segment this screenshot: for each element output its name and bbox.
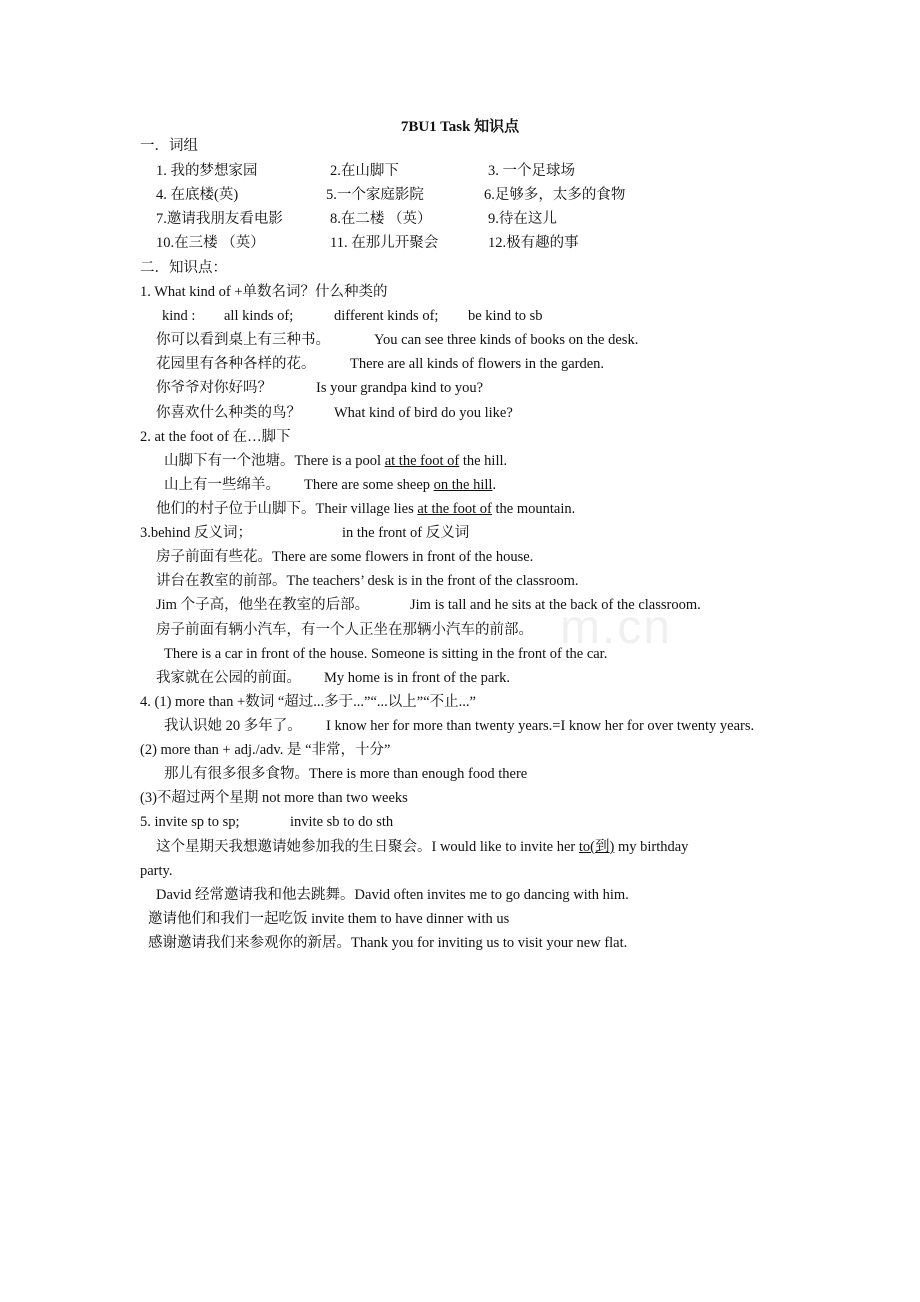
kp2-ex1 xyxy=(164,451,507,471)
kp2-ex2-cn: 山上有一些绵羊。 xyxy=(164,477,280,493)
kp3-ex4-cn: 房子前面有辆小汽车，有一个人正坐在那辆小汽车的前部。 xyxy=(156,622,533,638)
kp5-ex1-a: 这个星期天我想邀请她参加我的生日聚会。I would like to invite her xyxy=(156,839,579,855)
phrase-10: 10.在三楼 （英） xyxy=(156,235,265,251)
kp2-ex1-en-b: the hill. xyxy=(459,453,508,469)
phrase-2: 2.在山脚下 xyxy=(330,163,399,179)
kp4-heading: 4. (1) more than +数词 “超过...多于...”“...以上”“不止...” xyxy=(140,694,476,710)
phrase-7: 7.邀请我朋友看电影 xyxy=(156,211,283,227)
section1-heading: 一．词组 xyxy=(140,138,198,154)
page-title: 7BU1 Task 知识点 xyxy=(400,119,520,135)
phrase-4: 4. 在底楼(英) xyxy=(156,187,239,203)
kp3-heading-b: in the front of 反义词 xyxy=(342,525,470,541)
phrase-1: 1. 我的梦想家园 xyxy=(156,163,258,179)
kp1-ex4-cn: 你喜欢什么种类的鸟？ xyxy=(156,405,301,421)
kp2-ex2-underline: on the hill xyxy=(433,477,493,493)
kp5-ex4: 感谢邀请我们来参观你的新居。Thank you for inviting us to visit your new flat. xyxy=(148,935,628,951)
phrase-8: 8.在二楼 （英） xyxy=(330,211,432,227)
kp3-ex1: 房子前面有些花。There are some flowers in front of the house. xyxy=(156,549,534,565)
kp5-ex1-underline: to(到) xyxy=(578,839,615,855)
kp1-ex1-en: You can see three kinds of books on the desk. xyxy=(374,332,639,348)
kp5-heading-a: 5. invite sp to sp; xyxy=(140,814,240,830)
kp1-kind: kind : xyxy=(162,308,196,324)
phrase-9: 9.待在这儿 xyxy=(488,211,557,227)
phrase-6: 6.足够多，太多的食物 xyxy=(484,187,626,203)
kp2-ex1-cn: 山脚下有一个池塘。 xyxy=(164,453,295,469)
kp2-ex3 xyxy=(156,499,575,519)
kp1-ex2-cn: 花园里有各种各样的花。 xyxy=(156,356,316,372)
kp1-all-kinds: all kinds of; xyxy=(224,308,294,324)
kp5-ex1-b: my birthday xyxy=(614,839,689,855)
kp2-ex2 xyxy=(164,475,496,495)
kp3-ex3-en: Jim is tall and he sits at the back of the classroom. xyxy=(410,597,701,613)
kp5-ex3: 邀请他们和我们一起吃饭 invite them to have dinner with us xyxy=(148,911,510,927)
phrase-5: 5.一个家庭影院 xyxy=(326,187,424,203)
kp3-ex2: 讲台在教室的前部。The teachers’ desk is in the front of the classroom. xyxy=(156,573,579,589)
kp5-ex1-continued: party. xyxy=(140,863,173,879)
kp5-heading-b: invite sb to do sth xyxy=(290,814,394,830)
kp1-ex2-en: There are all kinds of flowers in the garden. xyxy=(350,356,605,372)
kp3-ex5-cn: 我家就在公园的前面。 xyxy=(156,670,301,686)
watermark: m.cn xyxy=(560,601,673,654)
kp2-ex3-en-a: Their village lies xyxy=(315,501,418,517)
phrase-3: 3. 一个足球场 xyxy=(488,163,575,179)
kp2-heading: 2. at the foot of 在…脚下 xyxy=(140,429,291,445)
kp1-different-kinds: different kinds of; xyxy=(334,308,439,324)
kp5-ex2: David 经常邀请我和他去跳舞。David often invites me to go dancing with him. xyxy=(156,887,629,903)
kp2-ex3-cn: 他们的村子位于山脚下。 xyxy=(156,501,316,517)
kp4-sub2: (2) more than + adj./adv. 是 “非常，十分” xyxy=(140,742,391,758)
kp2-ex2-en-b: . xyxy=(492,477,497,493)
kp4-ex2: 那儿有很多很多食物。There is more than enough food there xyxy=(164,766,528,782)
kp4-sub3: (3)不超过两个星期 not more than two weeks xyxy=(140,790,408,806)
kp3-heading-a: 3.behind 反义词； xyxy=(140,525,252,541)
phrase-12: 12.极有趣的事 xyxy=(488,235,579,251)
kp2-ex1-underline: at the foot of xyxy=(384,453,460,469)
section2-heading: 二．知识点： xyxy=(140,260,227,276)
kp1-ex3-en: Is your grandpa kind to you? xyxy=(316,380,484,396)
phrase-11: 11. 在那儿开聚会 xyxy=(330,235,439,251)
kp4-ex1-cn: 我认识她 20 多年了。 xyxy=(164,718,302,734)
kp1-ex4-en: What kind of bird do you like? xyxy=(334,405,513,421)
kp2-ex1-en-a: There is a pool xyxy=(294,453,385,469)
kp1-ex3-cn: 你爷爷对你好吗？ xyxy=(156,380,272,396)
kp3-ex4-en: There is a car in front of the house. Someone is sitting in the front of the car. xyxy=(164,646,608,662)
kp1-be-kind: be kind to sb xyxy=(468,308,543,324)
kp2-ex3-underline: at the foot of xyxy=(417,501,492,517)
kp1-ex1-cn: 你可以看到桌上有三种书。 xyxy=(156,332,330,348)
kp3-ex5-en: My home is in front of the park. xyxy=(324,670,511,686)
kp3-ex3-cn: Jim 个子高，他坐在教室的后部。 xyxy=(156,597,370,613)
kp5-ex1 xyxy=(156,837,688,857)
kp2-ex3-en-b: the mountain. xyxy=(491,501,576,517)
kp2-ex2-en-a: There are some sheep xyxy=(304,477,434,493)
kp1-heading: 1. What kind of +单数名词？什么种类的 xyxy=(140,284,388,300)
kp4-ex1-en: I know her for more than twenty years.=I know her for over twenty years. xyxy=(326,718,755,734)
